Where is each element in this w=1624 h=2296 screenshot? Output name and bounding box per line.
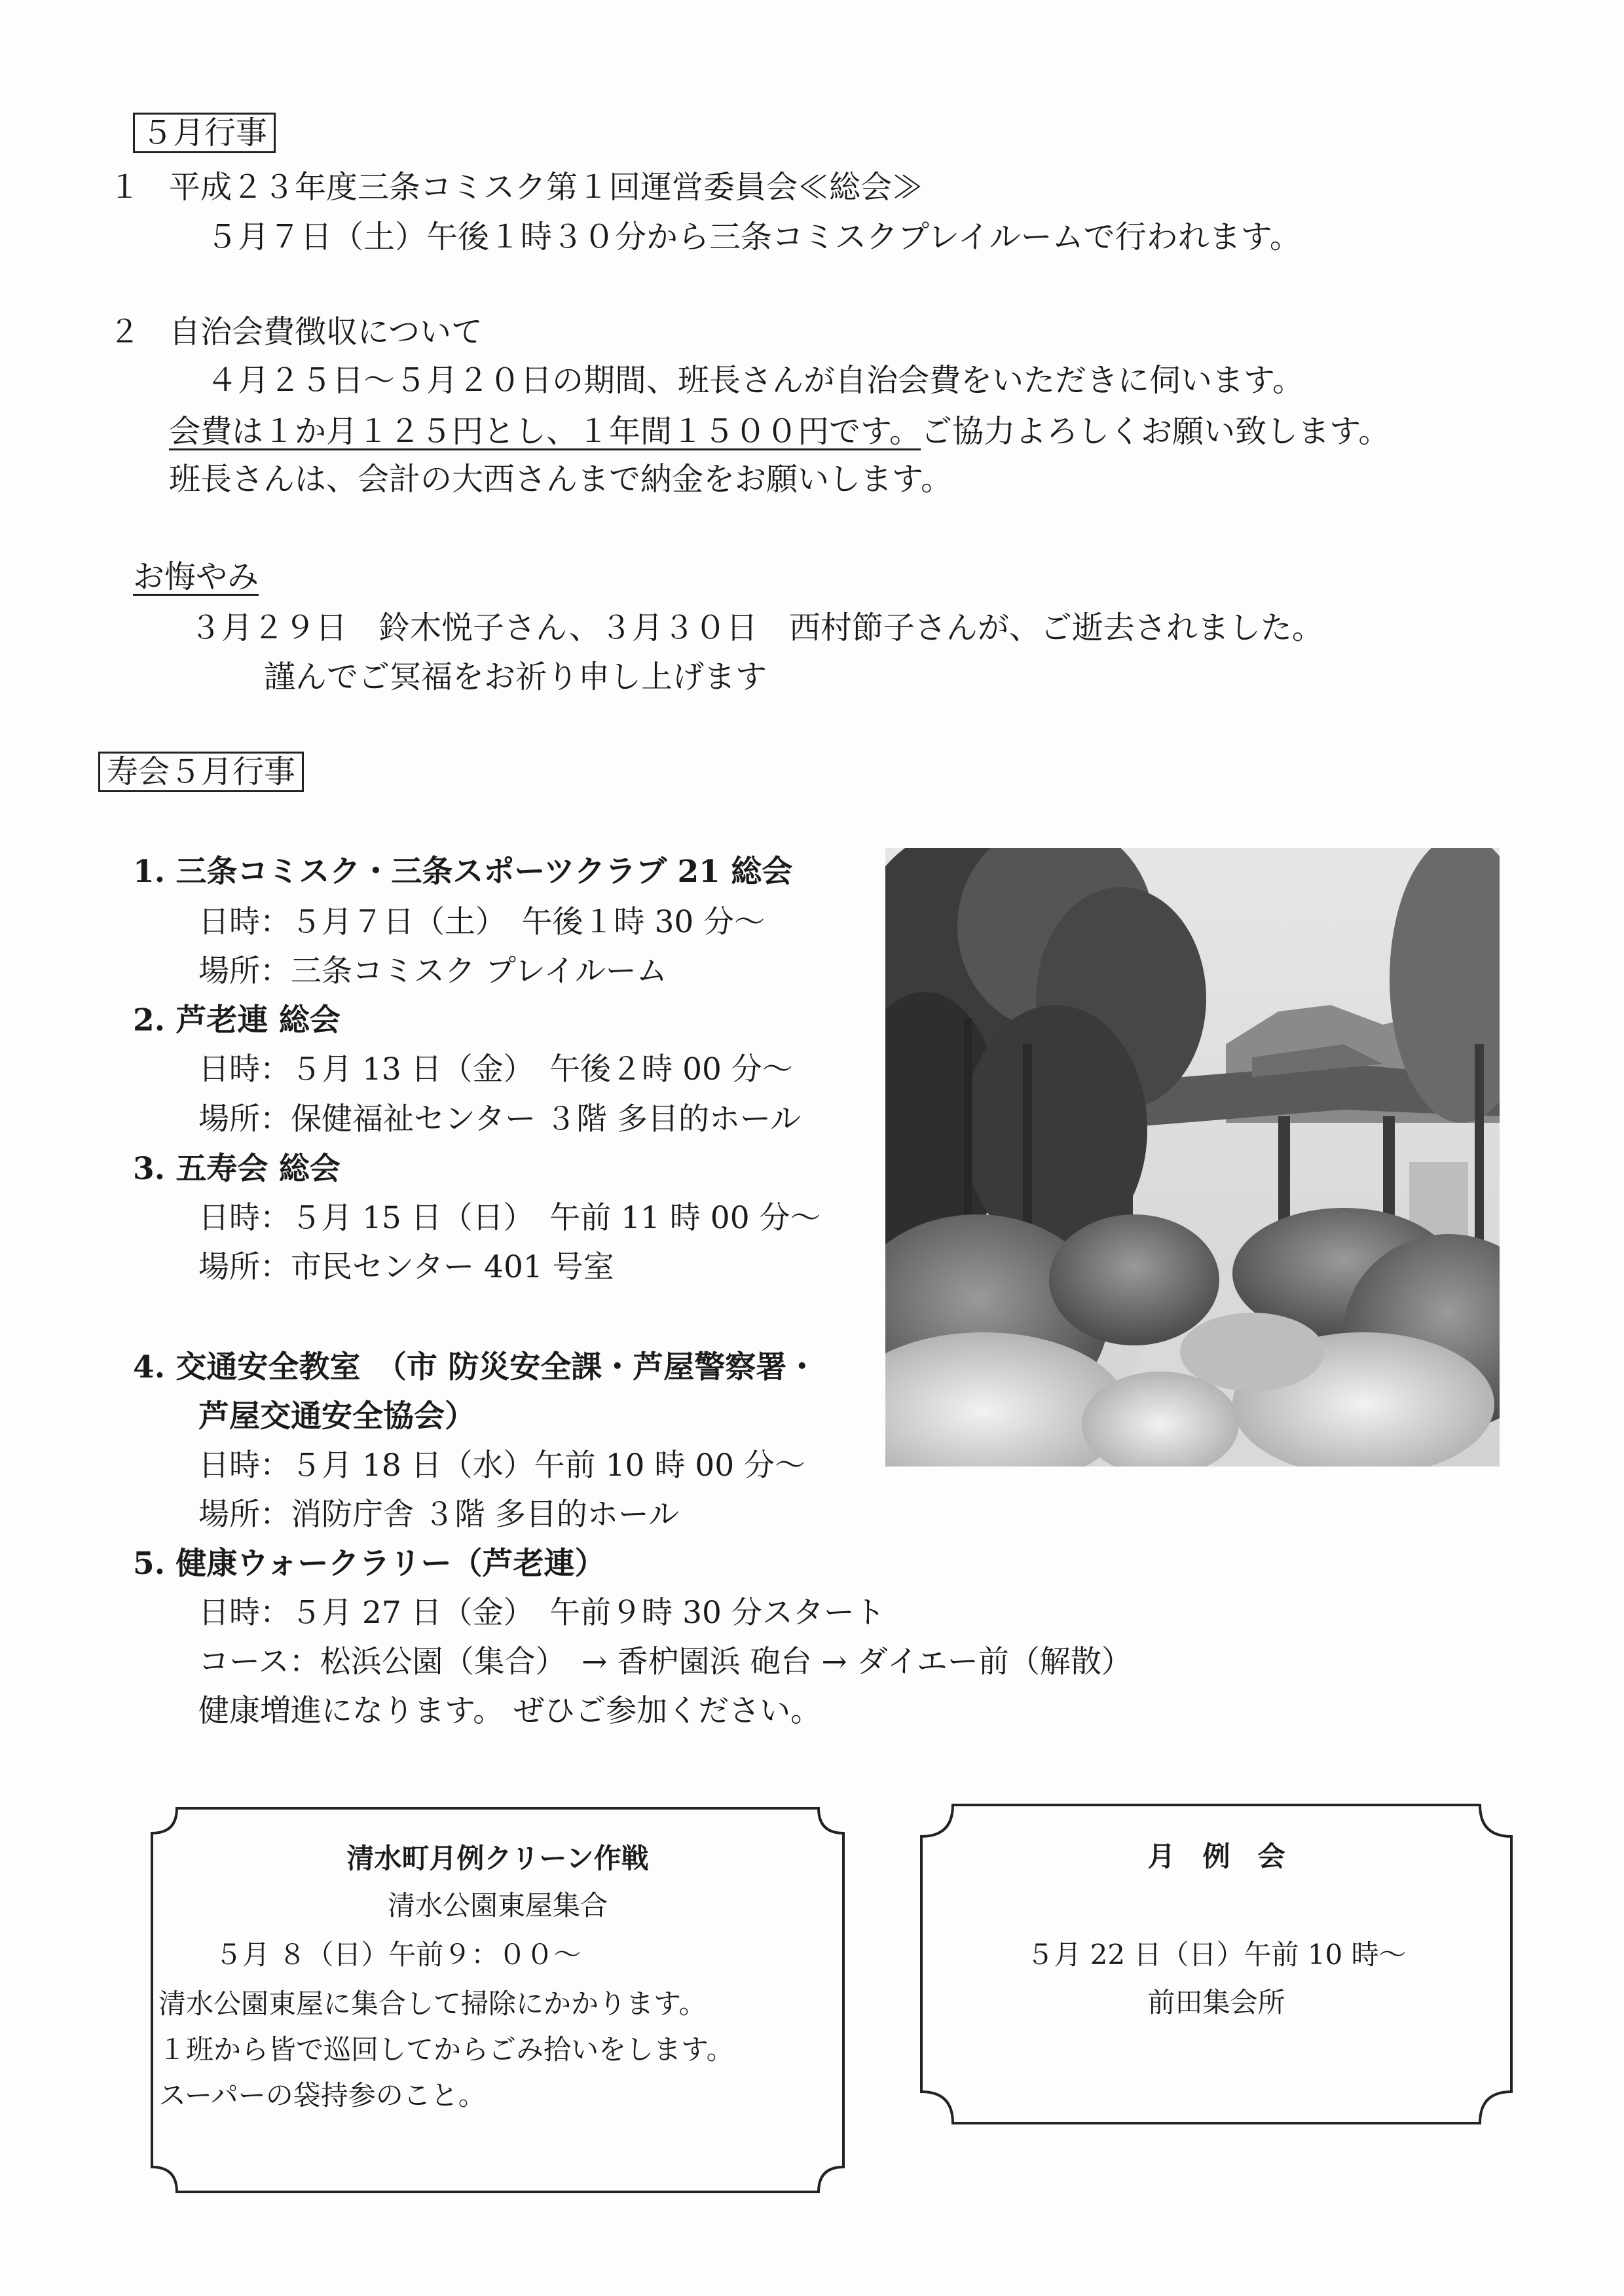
- may-events-heading: ５月行事: [133, 113, 276, 153]
- item1-number: １: [109, 169, 141, 206]
- monthly-box-date: ５月 22 日（日）午前 10 時～: [1026, 1939, 1407, 1971]
- kotobuki-item-1-datetime: 日時：５月７日（土） 午後１時 30 分～: [198, 904, 766, 940]
- item1-title: 平成２３年度三条コミスク第１回運営委員会≪総会≫: [169, 169, 924, 206]
- kotobuki-item-2-datetime: 日時：５月 13 日（金） 午後２時 00 分～: [198, 1051, 793, 1087]
- kotobuki-item-4-place: 場所：消防庁舎 ３階 多目的ホール: [198, 1497, 679, 1533]
- kotobuki-item-5-title: 5. 健康ウォークラリー（芦老連）: [133, 1546, 606, 1582]
- kotobuki-item-4-title: 4. 交通安全教室 （市 防災安全課・芦屋警察署・: [133, 1349, 818, 1385]
- condolence-line2: 謹んでご冥福をお祈り申し上げます: [264, 659, 767, 695]
- kotobuki-item-5-datetime: 日時：５月 27 日（金） 午前９時 30 分スタート: [198, 1595, 885, 1631]
- kotobuki-heading: 寿会５月行事: [98, 752, 304, 792]
- monthly-box-title: 月 例 会: [1147, 1840, 1285, 1872]
- monthly-box-place: 前田集会所: [1147, 1986, 1285, 2018]
- clean-box-date: ５月 ８（日）午前９：００～: [215, 1939, 581, 1971]
- kotobuki-item-3-title: 3. 五寿会 総会: [133, 1151, 341, 1187]
- monthly-meeting-box: [920, 1804, 1513, 2124]
- kotobuki-item-4-title-cont: 芦屋交通安全協会）: [198, 1398, 475, 1434]
- item1-detail: ５月７日（土）午後１時３０分から三条コミスクプレイルームで行われます。: [206, 219, 1301, 255]
- condolence-heading: お悔やみ: [133, 558, 259, 595]
- clean-box-line1: 清水公園東屋に集合して掃除にかかります。: [158, 1988, 707, 2020]
- kotobuki-item-3-datetime: 日時：５月 15 日（日） 午前 11 時 00 分～: [198, 1200, 821, 1236]
- kotobuki-item-1-title: 1. 三条コミスク・三条スポーツクラブ 21 総会: [133, 854, 793, 890]
- kotobuki-item-2-place: 場所：保健福祉センター ３階 多目的ホール: [198, 1101, 802, 1137]
- kotobuki-item-3-place: 場所：市民センター 401 号室: [198, 1249, 614, 1285]
- item2-title: 自治会費徴収について: [169, 314, 483, 350]
- clean-campaign-box: [151, 1807, 845, 2193]
- clean-box-line2: １班から皆で巡回してからごみ拾いをします。: [158, 2033, 734, 2066]
- kotobuki-item-5-course: コース：松浜公園（集合） → 香枦園浜 砲台 → ダイエー前（解散）: [198, 1644, 1132, 1680]
- clean-box-subtitle: 清水公園東屋集合: [387, 1889, 608, 1922]
- fee-underlined: 会費は１か月１２５円とし、１年間１５００円です。: [169, 413, 921, 450]
- item2-line1: ４月２５日～５月２０日の期間、班長さんが自治会費をいただきに伺います。: [206, 362, 1304, 399]
- item2-line2: [169, 413, 1390, 450]
- kotobuki-item-5-note: 健康増進になります。 ぜひご参加ください。: [198, 1693, 822, 1729]
- condolence-line1: ３月２９日 鈴木悦子さん、３月３０日 西村節子さんが、ご逝去されました。: [190, 610, 1323, 646]
- item2-line3: 班長さんは、会計の大西さんまで納金をお願いします。: [169, 461, 953, 498]
- kotobuki-item-1-place: 場所：三条コミスク プレイルーム: [198, 953, 667, 989]
- clean-box-line3: スーパーの袋持参のこと。: [158, 2079, 486, 2111]
- item2-number: ２: [109, 314, 141, 350]
- fee-request: ご協力よろしくお願い致します。: [921, 413, 1390, 450]
- clean-box-title: 清水町月例クリーン作戦: [346, 1842, 649, 1874]
- kotobuki-item-4-datetime: 日時：５月 18 日（水）午前 10 時 00 分～: [198, 1448, 806, 1484]
- garden-photo: [885, 848, 1500, 1467]
- kotobuki-item-2-title: 2. 芦老連 総会: [133, 1002, 341, 1038]
